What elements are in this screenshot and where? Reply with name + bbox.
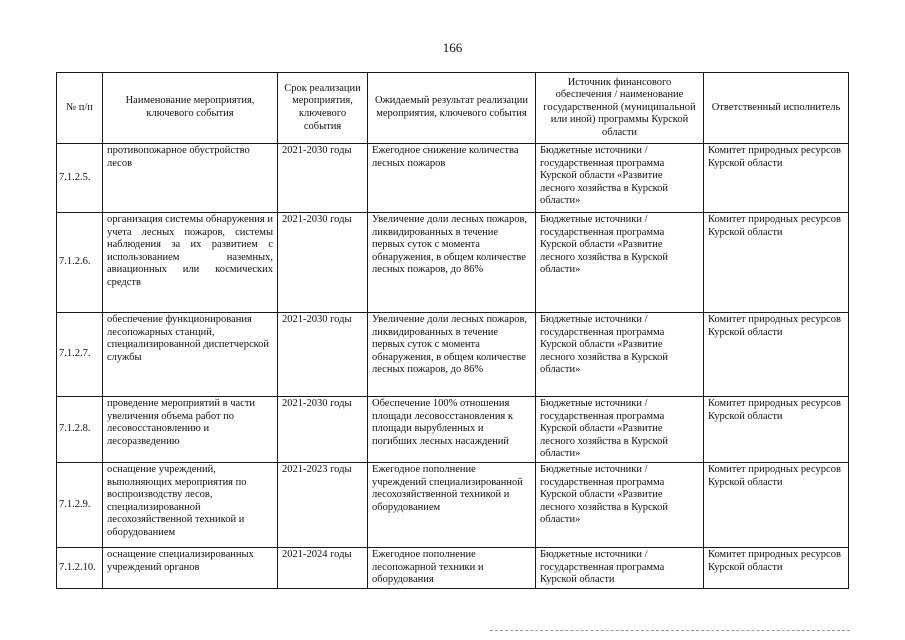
row-source: Бюджетные источники / государственная программа Курской области «Развитие лесного хозяйства в Курской области»	[536, 397, 704, 463]
header-num: № п/п	[57, 73, 103, 144]
row-executor: Комитет природных ресурсов Курской области	[704, 397, 849, 463]
row-source: Бюджетные источники / государственная программа Курской области «Развитие лесного хозяйства в Курской области»	[536, 213, 704, 313]
row-result: Ежегодное пополнение учреждений специализированной лесохозяйственной техникой и оборудованием	[368, 463, 536, 548]
row-name: проведение мероприятий в части увеличения объема работ по лесовосстановлению и лесоразведению	[103, 397, 278, 463]
row-source: Бюджетные источники / государственная программа Курской области «Развитие лесного хозяйства в Курской области»	[536, 313, 704, 397]
table-row	[57, 213, 849, 313]
row-term: 2021-2030 годы	[278, 397, 368, 463]
row-source: Бюджетные источники / государственная программа Курской области	[536, 548, 704, 589]
header-name: Наименование мероприятия, ключевого события	[103, 73, 278, 144]
header-source: Источник финансового обеспечения / наименование государственной (муниципальной или иной) программы Курской области	[536, 73, 704, 144]
measures-table	[56, 72, 849, 589]
table-header-row	[57, 73, 849, 144]
row-term: 2021-2023 годы	[278, 463, 368, 548]
table-row	[57, 548, 849, 589]
row-num: 7.1.2.7.	[57, 313, 103, 397]
table-row	[57, 313, 849, 397]
row-result: Увеличение доли лесных пожаров, ликвидированных в течение первых суток с момента обнаружения, в общем количестве лесных пожаров, до 86%	[368, 313, 536, 397]
header-term: Срок реализации мероприятия, ключевого события	[278, 73, 368, 144]
row-num: 7.1.2.8.	[57, 397, 103, 463]
row-result: Обеспечение 100% отношения площади лесовосстановления к площади вырубленных и погибших лесных насаждений	[368, 397, 536, 463]
row-result: Ежегодное пополнение лесопожарной техники и оборудования	[368, 548, 536, 589]
header-result: Ожидаемый результат реализации мероприятия, ключевого события	[368, 73, 536, 144]
row-name: обеспечение функционирования лесопожарных станций, специализированной диспетчерской службы	[103, 313, 278, 397]
row-term: 2021-2030 годы	[278, 144, 368, 213]
row-term: 2021-2030 годы	[278, 213, 368, 313]
row-result: Ежегодное снижение количества лесных пожаров	[368, 144, 536, 213]
row-source: Бюджетные источники / государственная программа Курской области «Развитие лесного хозяйства в Курской области»	[536, 463, 704, 548]
row-num: 7.1.2.5.	[57, 144, 103, 213]
row-executor: Комитет природных ресурсов Курской области	[704, 213, 849, 313]
header-executor: Ответственный исполнитель	[704, 73, 849, 144]
row-name: оснащение специализированных учреждений органов	[103, 548, 278, 589]
row-num: 7.1.2.6.	[57, 213, 103, 313]
row-executor: Комитет природных ресурсов Курской области	[704, 463, 849, 548]
table-row	[57, 144, 849, 213]
table-row	[57, 397, 849, 463]
row-term: 2021-2024 годы	[278, 548, 368, 589]
scan-edge-line	[490, 630, 850, 631]
row-num: 7.1.2.10.	[57, 548, 103, 589]
row-executor: Комитет природных ресурсов Курской области	[704, 144, 849, 213]
row-name: противопожарное обустройство лесов	[103, 144, 278, 213]
row-num: 7.1.2.9.	[57, 463, 103, 548]
row-name: оснащение учреждений, выполняющих мероприятия по воспроизводству лесов, специализированной лесохозяйственной техникой и оборудованием	[103, 463, 278, 548]
row-source: Бюджетные источники / государственная программа Курской области «Развитие лесного хозяйства в Курской области»	[536, 144, 704, 213]
table-row	[57, 463, 849, 548]
row-executor: Комитет природных ресурсов Курской области	[704, 313, 849, 397]
page-number: 166	[442, 40, 463, 55]
row-term: 2021-2030 годы	[278, 313, 368, 397]
row-result: Увеличение доли лесных пожаров, ликвидированных в течение первых суток с момента обнаружения, в общем количестве лесных пожаров, до 86%	[368, 213, 536, 313]
row-executor: Комитет природных ресурсов Курской области	[704, 548, 849, 589]
row-name: организация системы обнаружения и учета лесных пожаров, системы наблюдения за их развитием с использованием наземных, авиационных или космических средств	[103, 213, 278, 313]
